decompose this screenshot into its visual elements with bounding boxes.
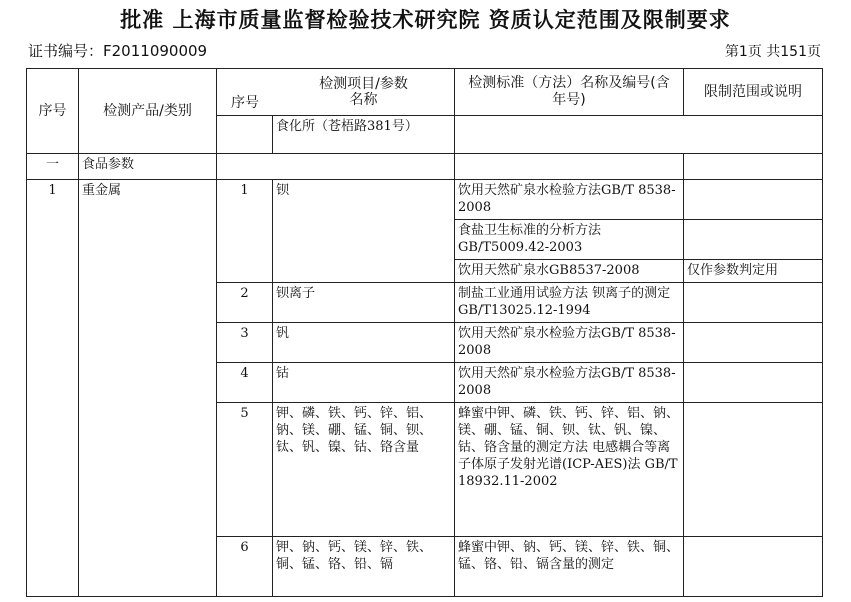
item-no: 1 (217, 180, 273, 283)
item-no: 2 (217, 283, 273, 323)
item-standard: 制盐工业通用试验方法 钡离子的测定GB/T13025.12-1994 (455, 283, 684, 323)
item-standard: 饮用天然矿泉水GB8537-2008 (455, 260, 684, 283)
item-standard: 蜂蜜中钾、磷、铁、钙、锌、铝、钠、镁、硼、锰、铜、钡、钛、钒、镍、钴、铬含量的测定方法 电感耦合等离子体原子发射光谱(ICP-AES)法 GB/T 18932.11-2002 (455, 403, 684, 537)
group-name: 重金属 (79, 180, 217, 597)
item-no: 3 (217, 323, 273, 363)
item-standard: 饮用天然矿泉水检验方法GB/T 8538-2008 (455, 180, 684, 220)
item-name: 钒 (273, 323, 455, 363)
item-limit: 仅作参数判定用 (684, 260, 823, 283)
header-item-top: 检测项目/参数 (319, 76, 408, 92)
item-name: 钾、钠、钙、镁、锌、铁、铜、锰、铬、铅、镉 (273, 537, 455, 597)
page-info: 第1页 共151页 (724, 44, 821, 60)
cert-label: 证书编号： (28, 42, 104, 60)
header-item-seq: 序号 (231, 95, 259, 111)
section-seq: 一 (27, 154, 79, 180)
header-product: 检测产品/类别 (79, 69, 217, 154)
table-row (27, 180, 823, 220)
item-standard: 蜂蜜中钾、钠、钙、镁、锌、铁、铜、锰、铬、铅、镉含量的测定 (455, 537, 684, 597)
header-seq: 序号 (27, 69, 79, 154)
certificate-number (28, 40, 207, 61)
cert-no: F2011090009 (103, 42, 208, 60)
header-row-1 (27, 69, 823, 116)
header-standard: 检测标准（方法）名称及编号(含年号) (455, 69, 684, 116)
header-item-name: 名称 (349, 92, 378, 108)
section-name: 食品参数 (79, 154, 217, 180)
item-no: 4 (217, 363, 273, 403)
item-name: 钾、磷、铁、钙、锌、铝、钠、镁、硼、锰、铜、钡、钛、钒、镍、钴、铬含量 (273, 403, 455, 537)
lab-name: 食化所（苍梧路381号） (273, 116, 455, 154)
item-no: 6 (217, 537, 273, 597)
item-name: 钴 (273, 363, 455, 403)
item-name: 钡离子 (273, 283, 455, 323)
item-standard: 食盐卫生标准的分析方法GB/T5009.42-2003 (455, 220, 684, 260)
item-no: 5 (217, 403, 273, 537)
item-standard: 饮用天然矿泉水检验方法GB/T 8538-2008 (455, 363, 684, 403)
scope-table (26, 68, 823, 597)
item-name: 钡 (273, 180, 455, 283)
item-standard: 饮用天然矿泉水检验方法GB/T 8538-2008 (455, 323, 684, 363)
header-limit: 限制范围或说明 (684, 69, 823, 116)
table-row-section (27, 154, 823, 180)
header-item (217, 69, 455, 116)
document-title: 批准 上海市质量监督检验技术研究院 资质认定范围及限制要求 (120, 8, 731, 32)
group-seq: 1 (27, 180, 79, 597)
